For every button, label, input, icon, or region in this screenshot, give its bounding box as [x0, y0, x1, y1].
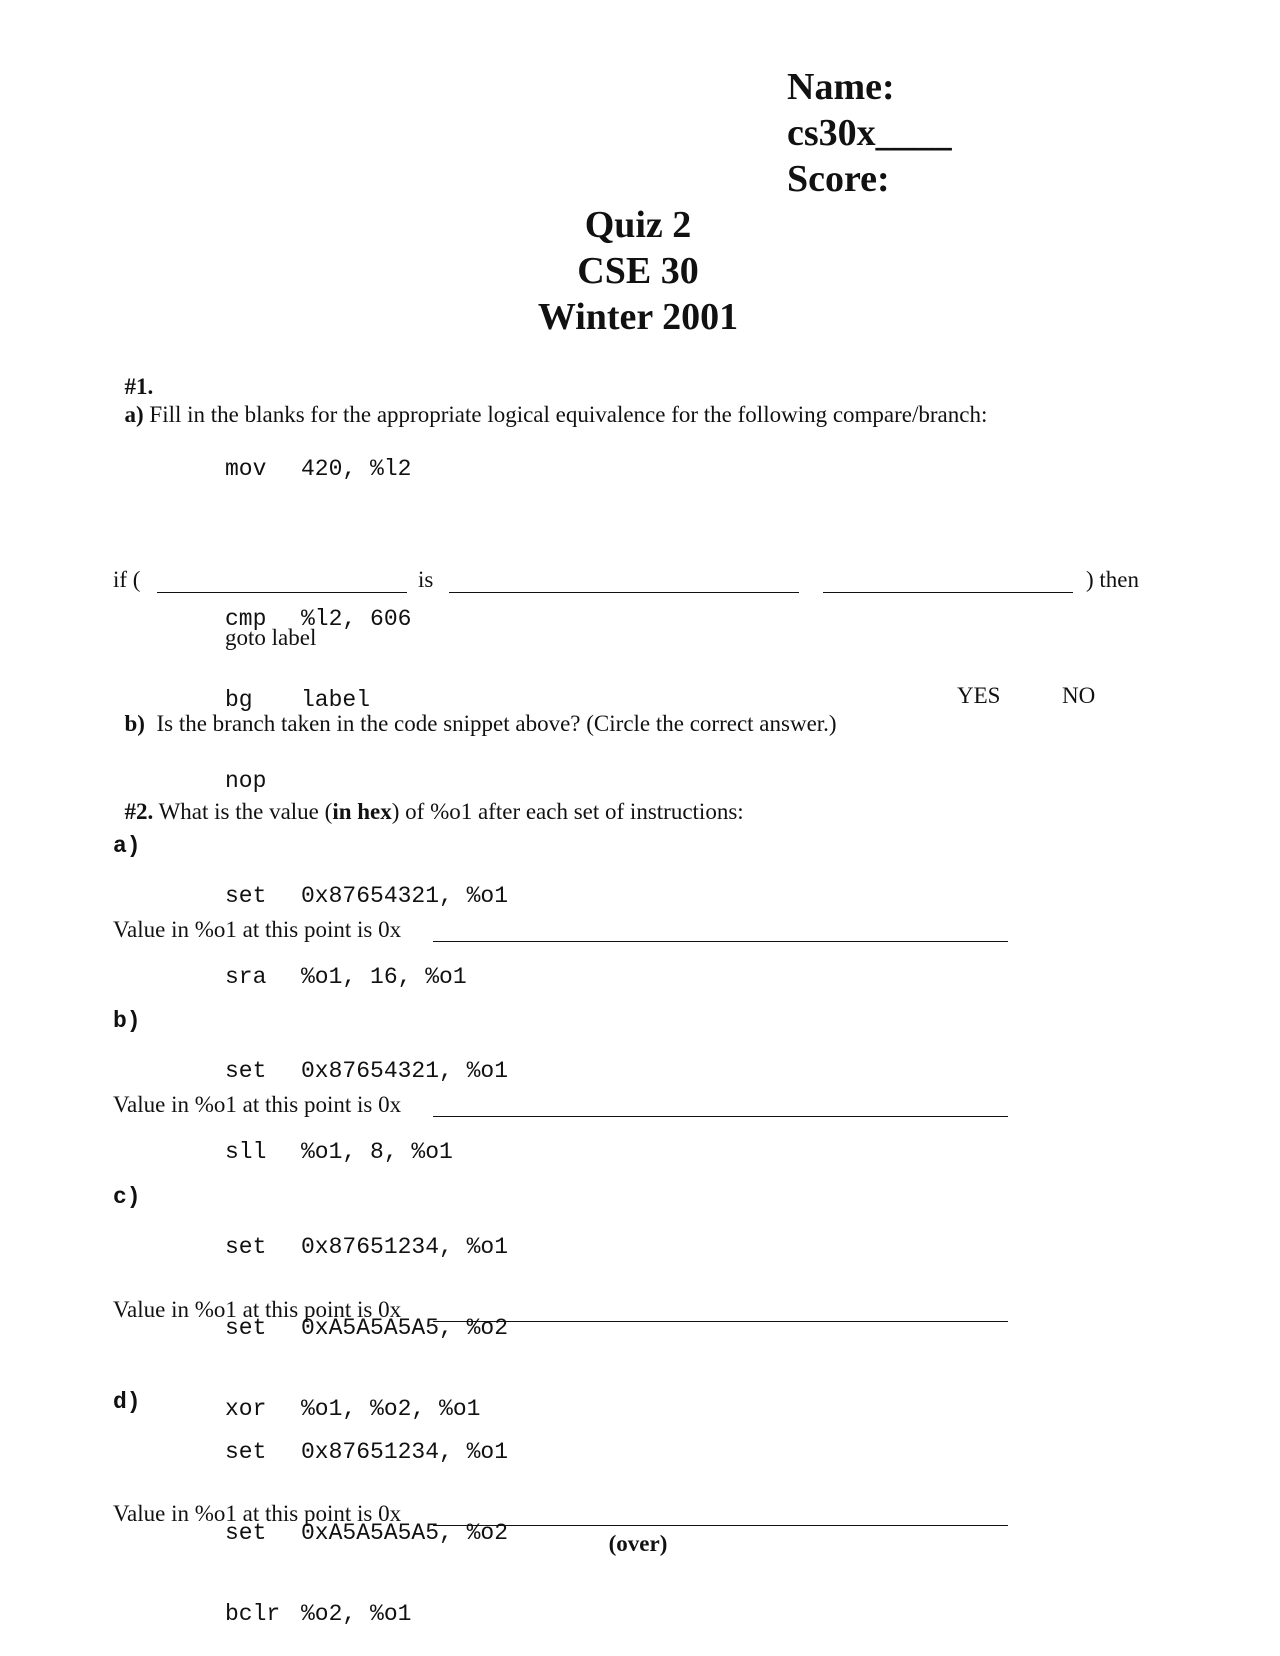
code-args: %o1, 16, %o1 [301, 964, 467, 990]
code-line [225, 1057, 508, 1086]
yes-option[interactable]: YES [957, 683, 1001, 708]
code-args: %o1, 8, %o1 [301, 1139, 453, 1165]
condition-blank-3[interactable] [823, 592, 1073, 593]
q1-number: #1. [124, 374, 154, 399]
code-op: bg [225, 687, 253, 713]
is-text: is [418, 567, 434, 592]
q2-part-d-answer-blank[interactable] [433, 1525, 1008, 1526]
q2-part-b-answer-blank[interactable] [433, 1116, 1008, 1117]
q2-part-a-label: a) [113, 833, 141, 859]
q2-part-d-value-label: Value in %o1 at this point is 0x [113, 1501, 402, 1526]
code-line [225, 1233, 508, 1262]
code-args: 0xA5A5A5A5, %o2 [301, 1315, 509, 1341]
code-op: set [225, 1315, 267, 1341]
code-op: sll [225, 1139, 267, 1165]
condition-blank-1[interactable] [157, 592, 407, 593]
code-args: 0x87654321, %o1 [301, 1058, 509, 1084]
code-line [225, 1438, 508, 1467]
q2-part-c-value-label: Value in %o1 at this point is 0x [113, 1297, 402, 1322]
over-note: (over) [608, 1531, 668, 1556]
q1-part-b-label: b) [124, 711, 145, 736]
code-line [225, 963, 508, 992]
q2-part-a-value-label: Value in %o1 at this point is 0x [113, 917, 402, 942]
code-op: set [225, 1439, 267, 1465]
q2-intro-pre: What is the value ( [153, 799, 333, 824]
quiz-title: Quiz 2 [584, 204, 692, 246]
q2-number: #2. [124, 799, 154, 824]
score-label: Score: [787, 158, 890, 200]
goto-text: goto label [225, 625, 317, 650]
q1-part-a-label: a) [124, 402, 144, 427]
if-text: if ( [113, 567, 141, 592]
term-title: Winter 2001 [537, 296, 739, 338]
q1-part-b-text: Is the branch taken in the code snippet above? (Circle the correct answer.) [156, 711, 837, 736]
q2-intro-bold: in hex [332, 799, 392, 824]
code-op: cmp [225, 606, 267, 632]
code-args: 0x87651234, %o1 [301, 1439, 509, 1465]
q2-part-c-label: c) [113, 1184, 141, 1210]
code-args: %o1, %o2, %o1 [301, 1396, 481, 1422]
code-op: xor [225, 1396, 267, 1422]
code-line [225, 1600, 508, 1629]
then-text: ) then [1086, 567, 1140, 592]
q2-prompt [113, 770, 744, 826]
q1-part-a-text: Fill in the blanks for the appropriate logical equivalence for the following compare/branch: [143, 402, 988, 427]
code-args: 0x87654321, %o1 [301, 883, 509, 909]
code-op: set [225, 1058, 267, 1084]
code-op: nop [225, 768, 267, 794]
no-option[interactable]: NO [1062, 683, 1096, 708]
code-args: 0xA5A5A5A5, %o2 [301, 1520, 509, 1546]
q2-part-c-answer-blank[interactable] [433, 1321, 1008, 1322]
code-args: label [301, 687, 371, 713]
code-op: set [225, 1234, 267, 1260]
code-args: %l2, 606 [301, 606, 412, 632]
q1-code-block [225, 403, 411, 822]
code-args: 420, %l2 [301, 456, 412, 482]
q2-part-a-answer-blank[interactable] [433, 941, 1008, 942]
q1-part-b [113, 682, 837, 738]
code-line [225, 882, 508, 911]
code-args: 0x87651234, %o1 [301, 1234, 509, 1260]
code-op: sra [225, 964, 267, 990]
q2-part-b-value-label: Value in %o1 at this point is 0x [113, 1092, 402, 1117]
code-args: %o2, %o1 [301, 1601, 412, 1627]
login-label: cs30x____ [787, 112, 952, 154]
q2-intro-post: ) of %o1 after each set of instructions: [391, 799, 744, 824]
code-line [225, 1138, 508, 1167]
q2-part-b-label: b) [113, 1008, 141, 1034]
code-op: bclr [225, 1601, 281, 1627]
course-title: CSE 30 [577, 250, 699, 292]
condition-blank-2[interactable] [449, 592, 799, 593]
code-op: mov [225, 456, 267, 482]
code-line [225, 455, 411, 484]
name-label: Name: [787, 66, 895, 108]
code-op: set [225, 1520, 267, 1546]
code-op: set [225, 883, 267, 909]
q2-part-d-label: d) [113, 1389, 141, 1415]
